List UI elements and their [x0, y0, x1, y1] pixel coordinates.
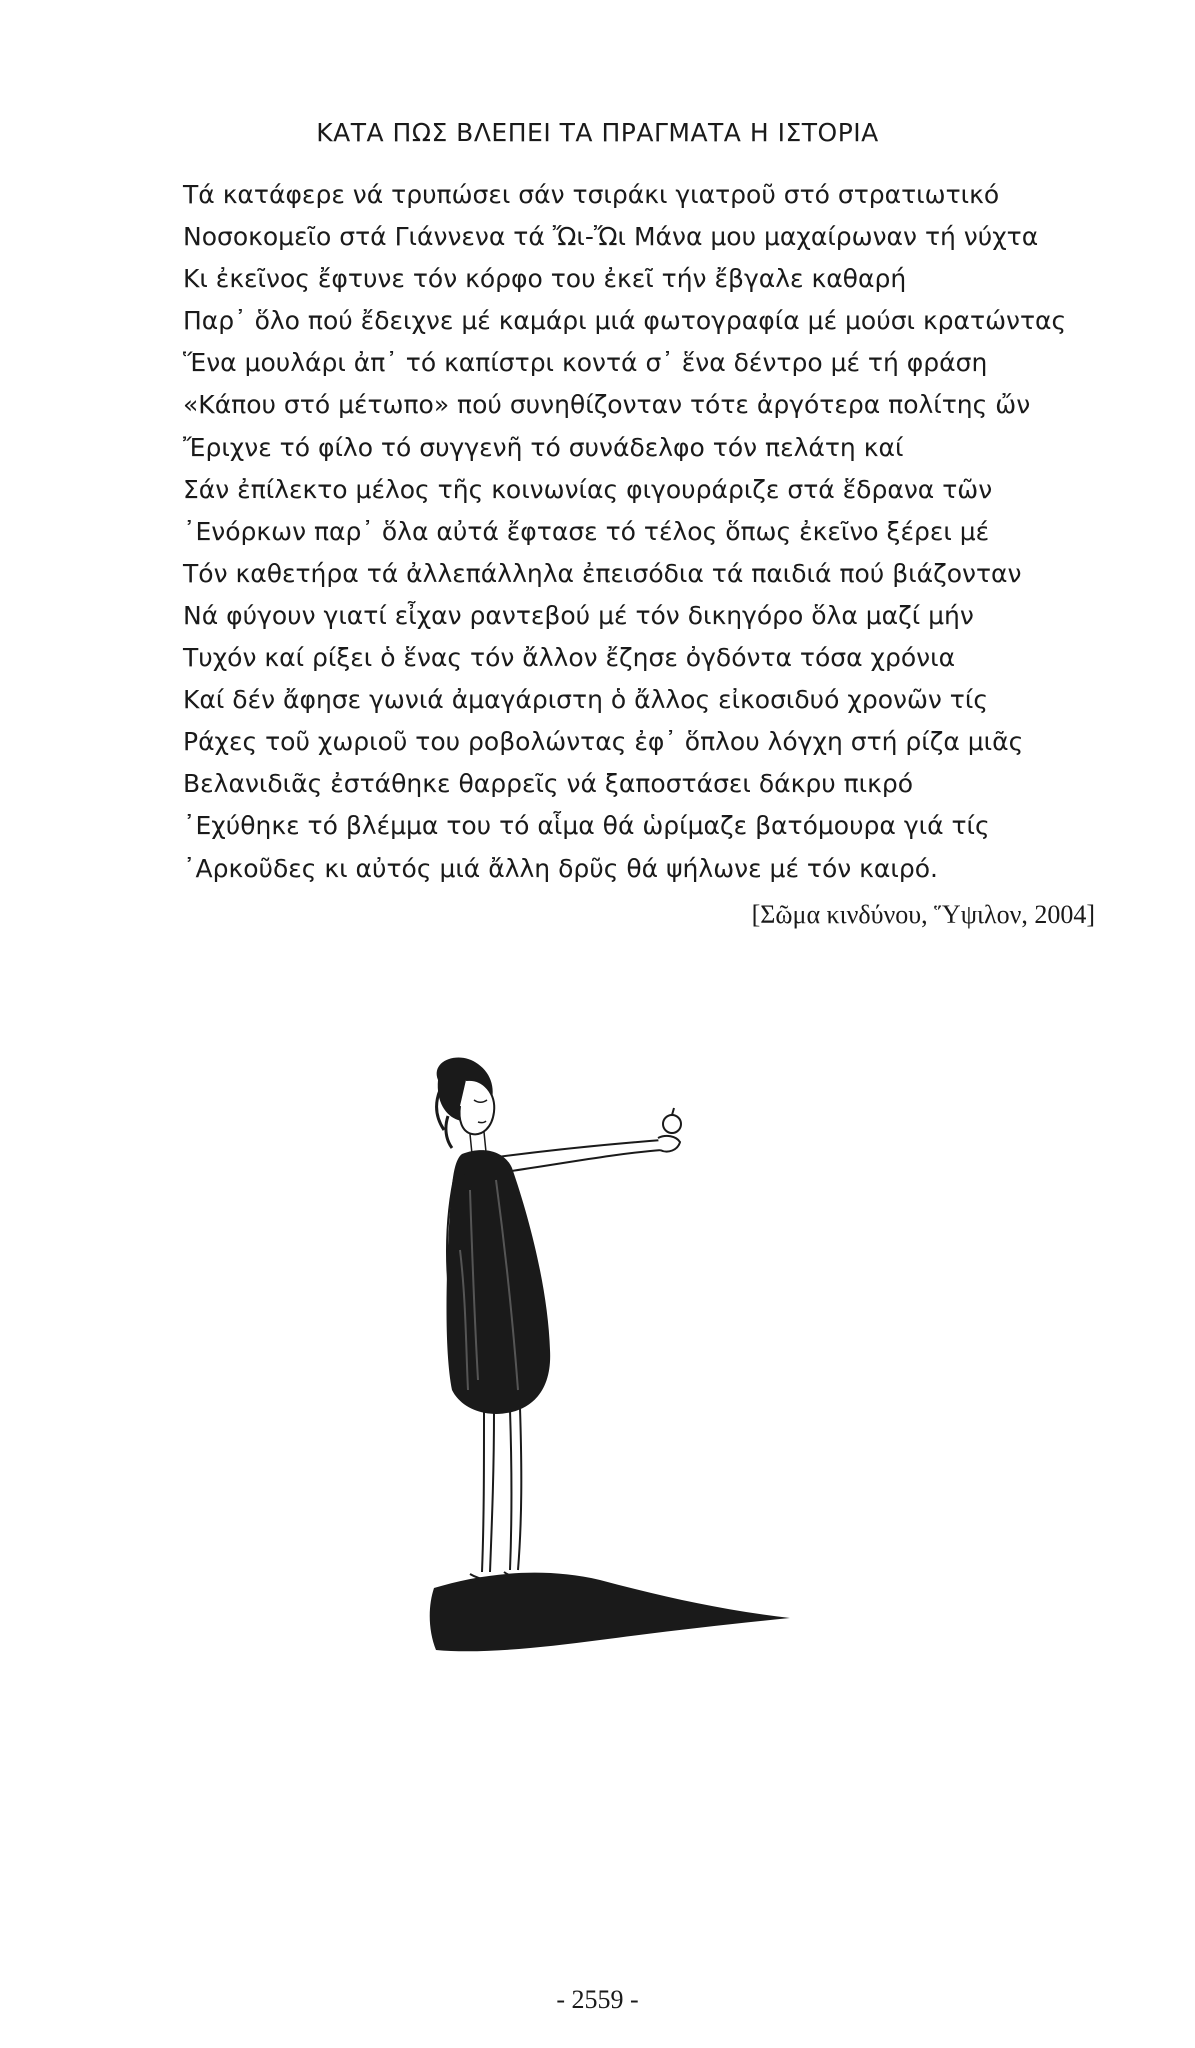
apple-stem [672, 1108, 674, 1115]
poem-line: ᾿Αρκοῦδες κι αὐτός μιά ἄλλη δρῦς θά ψήλωνε μέ τόν καιρό. [183, 853, 938, 883]
page-number: - 2559 - [556, 1985, 639, 2014]
poem-line: Τόν καθετήρα τά ἀλλεπάλληλα ἐπεισόδια τά παιδιά πού βιάζονταν [183, 558, 1022, 588]
poem-line: Νοσοκομεῖο στά Γιάννενα τά Ὤι-Ὤι Μάνα μου μαχαίρωναν τή νύχτα [183, 222, 1039, 252]
poem-line: Ἕνα μουλάρι ἀπ᾽ τό καπίστρι κοντά σ᾽ ἕνα δέντρο μέ τή φράση [183, 348, 988, 378]
poem-line: Ἔριχνε τό φίλο τό συγγενῆ τό συνάδελφο τόν πελάτη καί [183, 432, 904, 462]
woman-holding-apple-illustration [400, 1050, 840, 1670]
shadow [430, 1573, 790, 1652]
outstretched-arm [490, 1140, 662, 1174]
source-citation: [Σῶμα κινδύνου, Ὕψιλον, 2004] [751, 900, 1095, 929]
poem-title: ΚΑΤΑ ΠΩΣ ΒΛΕΠΕΙ ΤΑ ΠΡΑΓΜΑΤΑ Η ΙΣΤΟΡΙΑ [316, 118, 879, 147]
poem-line: Τά κατάφερε νά τρυπώσει σάν τσιράκι γιατροῦ στό στρατιωτικό [183, 180, 1000, 209]
apple [663, 1115, 681, 1133]
poem-line: Κι ἐκεῖνος ἔφτυνε τόν κόρφο του ἐκεῖ τήν ἔβγαλε καθαρή [183, 264, 907, 294]
poem-line: ᾿Εχύθηκε τό βλέμμα του τό αἷμα θά ὡρίμαζε βατόμουρα γιά τίς [183, 811, 990, 841]
poem-line: Τυχόν καί ρίξει ὁ ἕνας τόν ἄλλον ἔζησε ὀγδόντα τόσα χρόνια [183, 643, 956, 673]
poem-line: Παρ᾽ ὅλο πού ἔδειχνε μέ καμάρι μιά φωτογραφία μέ μούσι κρατώντας [183, 306, 1067, 336]
poem-line: Καί δέν ἄφησε γωνιά ἀμαγάριστη ὁ ἄλλος εἰκοσιδυό χρονῶν τίς [183, 685, 988, 715]
left-leg [482, 1412, 494, 1572]
poem-body [183, 174, 1067, 890]
poem-line: Σάν ἐπίλεκτο μέλος τῆς κοινωνίας φιγουράριζε στά ἕδρανα τῶν [183, 474, 993, 504]
poem-line: Ράχες τοῦ χωριοῦ του ροβολώντας ἐφ᾽ ὅπλου λόγχη στή ρίζα μιᾶς [183, 727, 1024, 757]
poem-line: Βελανιδιᾶς ἐστάθηκε θαρρεῖς νά ξαποστάσει δάκρυ πικρό [183, 769, 914, 799]
poem-line: «Κάπου στό μέτωπο» πού συνηθίζονταν τότε ἀργότερα πολίτης ὤν [183, 390, 1031, 420]
hand [658, 1136, 680, 1152]
poem-line: Νά φύγουν γιατί εἶχαν ραντεβού μέ τόν δικηγόρο ὅλα μαζί μήν [183, 600, 974, 630]
poem-line: ᾿Ενόρκων παρ᾽ ὅλα αὐτά ἔφτασε τό τέλος ὅπως ἐκεῖνο ξέρει μέ [183, 516, 990, 546]
right-leg [510, 1408, 521, 1570]
